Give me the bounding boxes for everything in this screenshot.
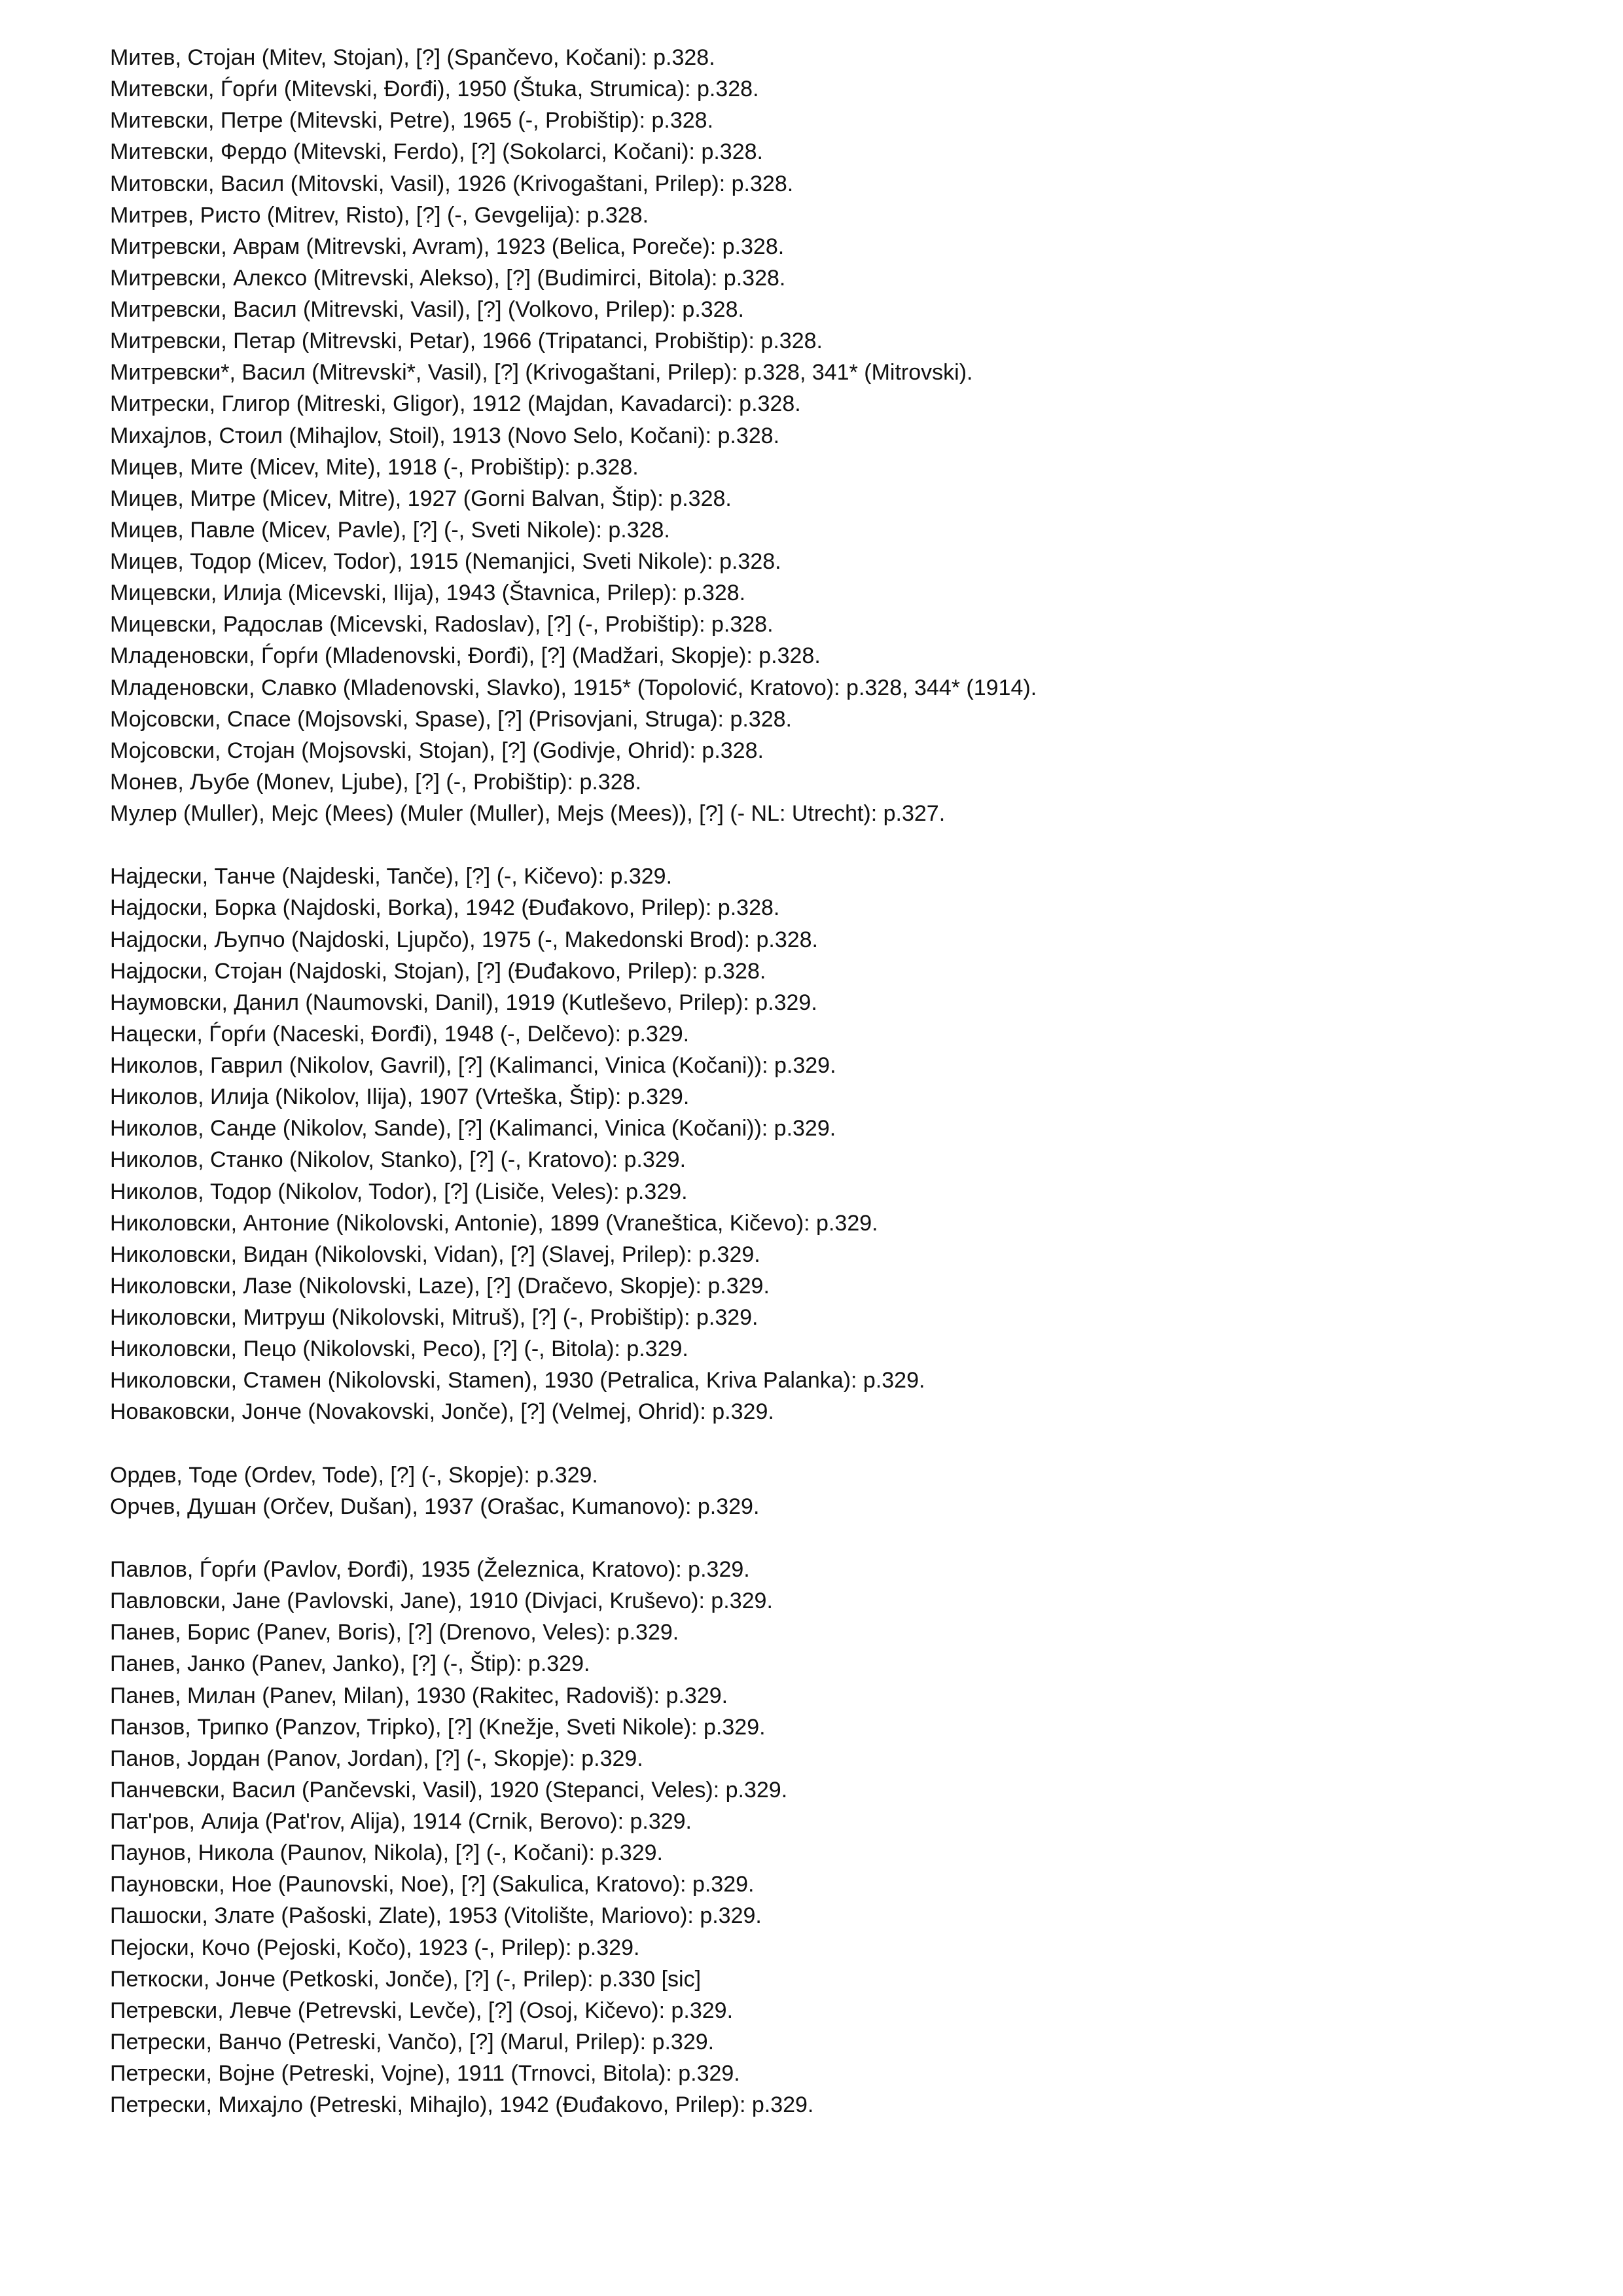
index-entry: Орчев, Душан (Orčev, Dušan), 1937 (Orašac, Kumanovo): p.329. (110, 1494, 760, 1519)
index-entry: Николовски, Пецо (Nikolovski, Peco), [?] (-, Bitola): p.329. (110, 1336, 688, 1362)
index-entry: Пашоски, Злате (Pašoski, Zlate), 1953 (Vitolište, Mariovo): p.329. (110, 1903, 762, 1929)
index-entry: Николов, Гаврил (Nikolov, Gavril), [?] (Kalimanci, Vinica (Kočani)): p.329. (110, 1053, 836, 1078)
index-entry: Панев, Јанко (Panev, Janko), [?] (-, Štip): p.329. (110, 1651, 590, 1677)
index-entry: Николовски, Стамен (Nikolovski, Stamen), 1930 (Petralica, Kriva Palanka): p.329. (110, 1368, 925, 1393)
index-entry: Митевски, Ѓорѓи (Mitevski, Đorđi), 1950 (Štuka, Strumica): p.328. (110, 77, 759, 102)
index-entry: Митревски, Васил (Mitrevski, Vasil), [?] (Volkovo, Prilep): p.328. (110, 297, 744, 322)
index-section (110, 42, 1550, 829)
index-entry: Паунов, Никола (Paunov, Nikola), [?] (-, Kočani): p.329. (110, 1840, 663, 1866)
index-entry: Петкоски, Јонче (Petkoski, Jonče), [?] (-, Prilep): p.330 [sic] (110, 1966, 702, 1992)
index-entry: Панзов, Трипко (Panzov, Tripko), [?] (Knežje, Sveti Nikole): p.329. (110, 1714, 766, 1740)
index-entry: Николов, Тодор (Nikolov, Todor), [?] (Lisiče, Veles): p.329. (110, 1179, 688, 1204)
index-entry: Младеновски, Ѓорѓи (Mladenovski, Đorđi), [?] (Madžari, Skopje): p.328. (110, 643, 821, 669)
index-entry: Мулер (Muller), Мејс (Mees) (Muler (Muller), Mejs (Mees)), [?] (- NL: Utrecht): p.327. (110, 801, 946, 826)
index-entry: Најдоски, Љупчо (Najdoski, Ljupčo), 1975 (-, Makedonski Brod): p.328. (110, 927, 819, 952)
section-divider (110, 1522, 1550, 1554)
index-entry: Митревски, Аврам (Mitrevski, Avram), 1923 (Belica, Poreče): p.328. (110, 234, 785, 259)
index-entry: Павлов, Ѓорѓи (Pavlov, Đorđi), 1935 (Železnica, Kratovo): p.329. (110, 1557, 750, 1582)
index-entry: Мојсовски, Спасе (Mojsovski, Spase), [?] (Prisovjani, Struga): p.328. (110, 706, 792, 732)
index-entry: Митрев, Ристо (Mitrev, Risto), [?] (-, Gevgelija): p.328. (110, 202, 649, 228)
index-entry: Петревски, Левче (Petrevski, Levče), [?] (Osoj, Kičevo): p.329. (110, 1998, 734, 2023)
index-entry: Митевски, Фердо (Mitevski, Ferdo), [?] (Sokolarci, Kočani): p.328. (110, 139, 763, 165)
index-document (110, 42, 1550, 2121)
index-entry: Мицевски, Илија (Micevski, Ilija), 1943 (Štavnica, Prilep): p.328. (110, 581, 746, 606)
index-entry: Николовски, Видан (Nikolovski, Vidan), [?] (Slavej, Prilep): p.329. (110, 1242, 760, 1267)
index-entry: Панев, Милан (Panev, Milan), 1930 (Rakitec, Radoviš): p.329. (110, 1683, 728, 1708)
index-entry: Пат'ров, Алија (Pat'rov, Alija), 1914 (Crnik, Berovo): p.329. (110, 1809, 692, 1834)
section-divider (110, 1428, 1550, 1460)
index-section (110, 1460, 1550, 1522)
index-entry: Мицев, Тодор (Micev, Todor), 1915 (Nemanjici, Sveti Nikole): p.328. (110, 549, 781, 574)
index-entry: Мицев, Мите (Micev, Mite), 1918 (-, Probištip): p.328. (110, 454, 639, 480)
index-entry: Новаковски, Јонче (Novakovski, Jonče), [?] (Velmej, Ohrid): p.329. (110, 1399, 774, 1425)
index-entry: Николовски, Митруш (Nikolovski, Mitruš), [?] (-, Probištip): p.329. (110, 1305, 758, 1330)
index-entry: Петрески, Михајло (Petreski, Mihajlo), 1942 (Đuđakovo, Prilep): p.329. (110, 2092, 814, 2118)
index-entry: Николов, Станко (Nikolov, Stanko), [?] (-, Kratovo): p.329. (110, 1147, 687, 1173)
index-entry: Најдоски, Борка (Najdoski, Borka), 1942 (Đuđakovo, Prilep): p.328. (110, 895, 780, 921)
index-entry: Николовски, Антоние (Nikolovski, Antonie), 1899 (Vraneštica, Kičevo): p.329. (110, 1210, 878, 1236)
index-entry: Николовски, Лазе (Nikolovski, Laze), [?] (Dračevo, Skopje): p.329. (110, 1273, 770, 1299)
index-entry: Павловски, Јане (Pavlovski, Jane), 1910 (Divjaci, Kruševo): p.329. (110, 1588, 773, 1614)
index-entry: Младеновски, Славко (Mladenovski, Slavko), 1915* (Topolović, Kratovo): p.328, 344* (1914). (110, 675, 1037, 700)
index-entry: Пауновски, Ное (Paunovski, Noe), [?] (Sakulica, Kratovo): p.329. (110, 1872, 755, 1897)
index-entry: Митрески, Глигор (Mitreski, Gligor), 1912 (Majdan, Kavadarci): p.328. (110, 391, 801, 417)
index-entry: Митовски, Васил (Mitovski, Vasil), 1926 (Krivogaštani, Prilep): p.328. (110, 171, 794, 196)
index-entry: Најдески, Танче (Najdeski, Tanče), [?] (-, Kičevo): p.329. (110, 864, 673, 889)
index-entry: Митевски, Петре (Mitevski, Petre), 1965 (-, Probištip): p.328. (110, 108, 714, 134)
index-entry: Михајлов, Стоил (Mihajlov, Stoil), 1913 (Novo Selo, Kočani): p.328. (110, 423, 780, 448)
index-entry: Монев, Љубе (Monev, Ljube), [?] (-, Probištip): p.328. (110, 769, 641, 795)
index-entry: Петрески, Војне (Petreski, Vojne), 1911 (Trnovci, Bitola): p.329. (110, 2061, 740, 2086)
index-entry: Пејоски, Кочо (Pejoski, Kočo), 1923 (-, Prilep): p.329. (110, 1935, 640, 1960)
index-section (110, 861, 1550, 1427)
index-entry: Николов, Санде (Nikolov, Sande), [?] (Kalimanci, Vinica (Kočani)): p.329. (110, 1116, 836, 1141)
section-divider (110, 829, 1550, 861)
index-section (110, 1554, 1550, 2121)
index-entry: Наумовски, Данил (Naumovski, Danil), 1919 (Kutleševo, Prilep): p.329. (110, 990, 817, 1015)
index-entry: Митревски, Петар (Mitrevski, Petar), 1966 (Tripatanci, Probištip): p.328. (110, 329, 823, 354)
index-entry: Петрески, Ванчо (Petreski, Vančo), [?] (Marul, Prilep): p.329. (110, 2029, 715, 2054)
index-entry: Мицев, Митре (Micev, Mitre), 1927 (Gorni Balvan, Štip): p.328. (110, 486, 732, 511)
index-entry: Ордев, Тоде (Ordev, Tode), [?] (-, Skopje): p.329. (110, 1462, 598, 1488)
index-entry: Нацески, Ѓорѓи (Naceski, Đorđi), 1948 (-, Delčevo): p.329. (110, 1021, 690, 1047)
index-entry: Николов, Илија (Nikolov, Ilija), 1907 (Vrteška, Štip): p.329. (110, 1085, 690, 1110)
index-entry: Најдоски, Стојан (Najdoski, Stojan), [?] (Đuđakovo, Prilep): p.328. (110, 958, 766, 984)
index-entry: Панев, Борис (Panev, Boris), [?] (Drenovo, Veles): p.329. (110, 1620, 679, 1645)
index-entry: Панов, Јордан (Panov, Jordan), [?] (-, Skopje): p.329. (110, 1746, 643, 1771)
index-entry: Митревски, Алексо (Mitrevski, Alekso), [?] (Budimirci, Bitola): p.328. (110, 265, 786, 291)
index-entry: Мојсовски, Стојан (Mojsovski, Stojan), [?] (Godivje, Ohrid): p.328. (110, 738, 764, 763)
index-entry: Митев, Стојан (Mitev, Stojan), [?] (Spančevo, Kočani): p.328. (110, 45, 715, 70)
index-entry: Мицевски, Радослав (Micevski, Radoslav), [?] (-, Probištip): p.328. (110, 612, 774, 637)
index-entry: Мицев, Павле (Micev, Pavle), [?] (-, Sveti Nikole): p.328. (110, 517, 670, 543)
index-entry: Панчевски, Васил (Pančevski, Vasil), 1920 (Stepanci, Veles): p.329. (110, 1777, 788, 1803)
index-entry: Митревски*, Васил (Mitrevski*, Vasil), [?] (Krivogaštani, Prilep): p.328, 341* (Mitrovski). (110, 360, 973, 386)
